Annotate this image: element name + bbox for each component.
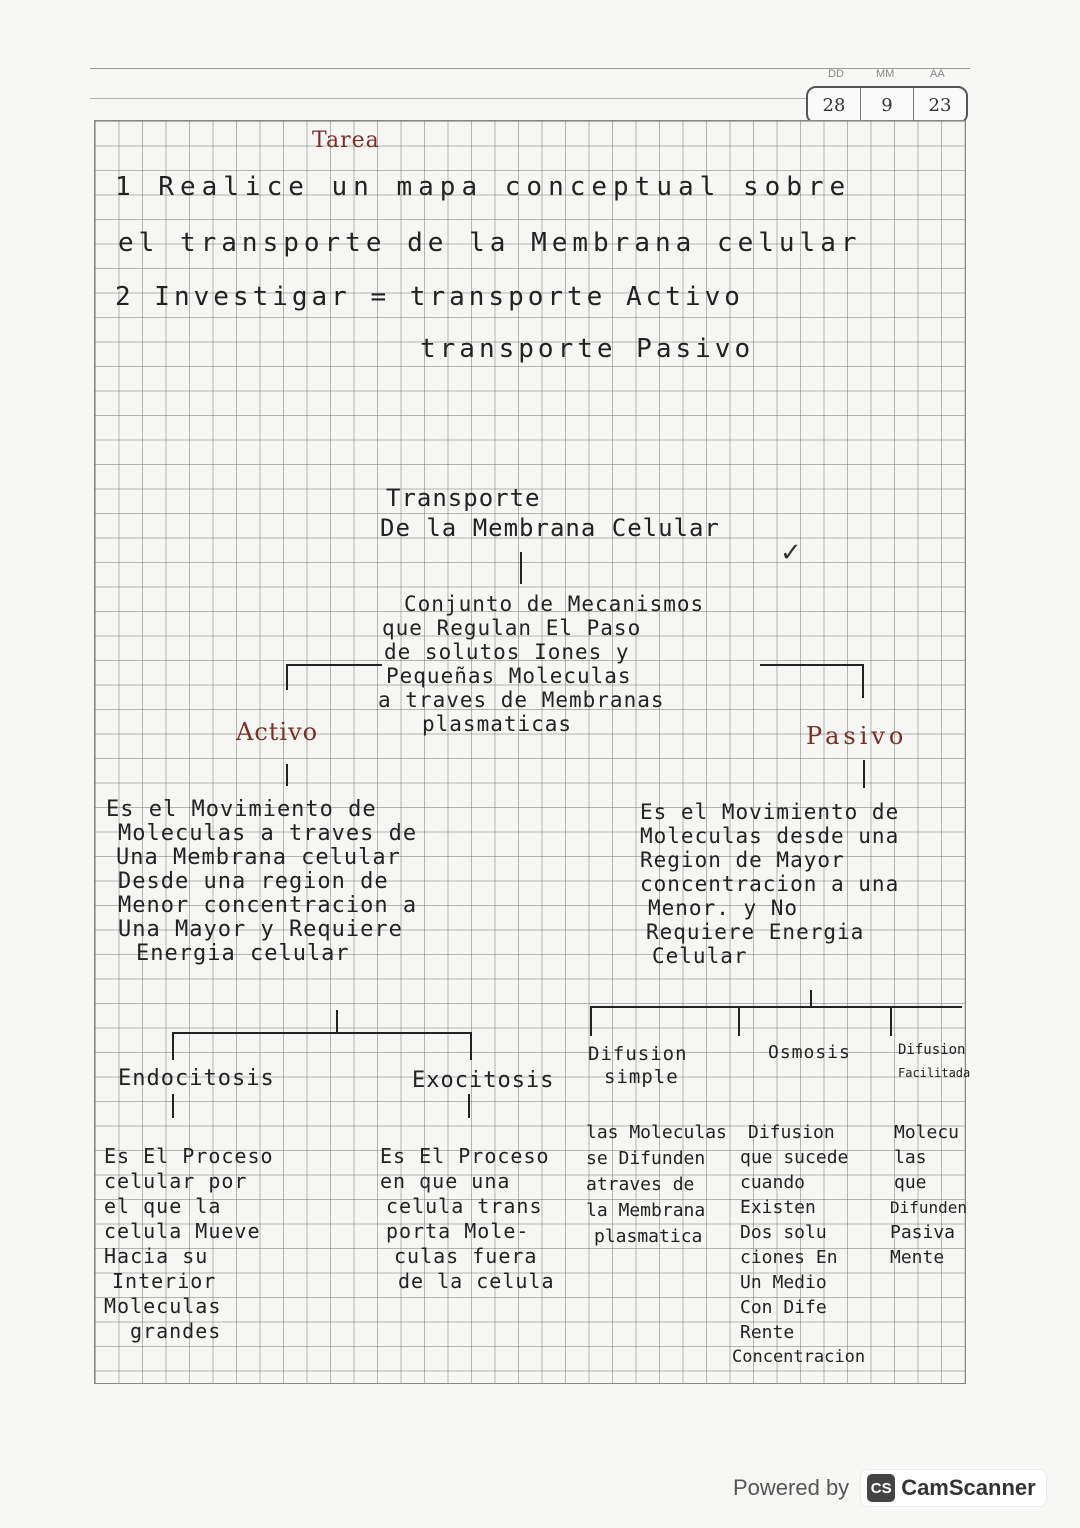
definition-line: Region de Mayor [640,848,845,872]
difusion-facilitada-definition [890,1120,967,1270]
node-difusion-facilitada-line-1: Difusion [898,1042,966,1058]
question-1-line-2: el transporte de la Membrana celular [118,228,862,258]
connector [470,1032,472,1060]
definition-line: ciones En [740,1247,838,1268]
camscanner-badge [861,1470,1046,1506]
definition-line: Conjunto de Mecanismos [404,592,705,616]
definition-line: Dos solu [740,1222,827,1243]
definition-line: Menor concentracion a [118,893,418,918]
definition-line: se Difunden [586,1148,706,1169]
osmosis-definition [732,1120,873,1370]
definition-line: que sucede [740,1147,849,1168]
definition-line: Es El Proceso [104,1144,274,1168]
connector [286,664,382,666]
definition-line: Desde una region de [118,869,389,894]
definition-line: Moleculas [104,1294,222,1318]
definition-line: cuando [740,1172,806,1193]
definition-line: la Membrana [586,1200,706,1221]
definition-line: Difunden [890,1198,968,1217]
connector [590,1006,962,1008]
definition-line: Existen [740,1197,816,1218]
definition-line: Energia celular [136,941,350,966]
connector [862,664,864,698]
definition-line: las [894,1147,927,1168]
definition-line: Con Dife [740,1297,827,1318]
connector [738,1006,740,1036]
date-box [806,86,968,124]
definition-line: plasmatica [594,1226,703,1247]
endocitosis-definition [104,1144,274,1344]
connector [590,1006,592,1036]
definition-line: el que la [104,1194,222,1218]
date-day: 28 [822,94,846,116]
definition-line: en que una [380,1169,511,1193]
node-difusion-simple-line-1: Difusion [588,1043,688,1065]
definition-line: plasmaticas [422,712,573,736]
connector [760,664,864,666]
node-exocitosis: Exocitosis [412,1068,555,1093]
definition-line: celula Mueve [104,1219,261,1243]
definition-line: Pasiva [890,1222,956,1243]
question-1-line-1: 1 Realice un mapa conceptual sobre [115,172,852,202]
date-header-mm: MM [876,68,895,80]
connector [286,764,288,786]
definition-line: grandes [130,1319,222,1343]
activo-definition [106,797,418,966]
definition-line: las Moleculas [586,1122,727,1143]
branch-activo: Activo [236,718,319,746]
node-difusion-simple-line-2: simple [604,1066,679,1088]
node-difusion-facilitada-line-2: Facilitada [898,1066,971,1080]
definition-line: Molecu [894,1122,960,1143]
powered-by-label: Powered by [733,1475,850,1500]
definition-line: Moleculas desde una [640,824,900,848]
connector [172,1032,174,1060]
pasivo-definition [640,800,899,968]
definition-line: porta Mole- [386,1219,530,1243]
definition-line: Requiere Energia [646,920,865,944]
definition-line: Difusion [748,1122,835,1143]
definition-line: que Regulan El Paso [382,616,642,640]
definition-line: de solutos Iones y [384,640,630,664]
definition-line: Celular [652,944,748,968]
camscanner-watermark [733,1470,1046,1506]
definition-line: Hacia su [104,1244,209,1268]
task-title: Tarea [312,128,380,153]
definition-line: que [894,1172,927,1193]
connector [890,1006,892,1036]
definition-block [378,592,778,736]
date-year: 23 [913,88,966,122]
question-2-line-1: 2 Investigar = transporte Activo [115,282,744,312]
difusion-simple-definition [586,1120,727,1250]
node-endocitosis: Endocitosis [118,1066,275,1091]
connector [172,1032,472,1034]
connector [520,552,522,584]
definition-line: a traves de Membranas [378,688,665,712]
definition-line: Interior [112,1269,217,1293]
definition-line: Una Membrana celular [116,845,401,870]
date-month: 9 [860,88,913,122]
definition-line: de la celula [398,1269,555,1293]
definition-line: Pequeñas Moleculas [386,664,632,688]
definition-line: Es El Proceso [380,1144,550,1168]
page-second-rule [90,98,810,99]
definition-line: celula trans [386,1194,543,1218]
definition-line: Menor. y No [648,896,799,920]
branch-pasivo: Pasivo [806,722,908,750]
connector [336,1010,338,1032]
definition-line: Concentracion [732,1347,866,1367]
connector [863,760,865,788]
definition-line: Es el Movimiento de [640,800,900,824]
definition-line: Moleculas a traves de [118,821,418,846]
root-title-line-1: Transporte [386,484,541,512]
camscanner-logo-icon: CS [867,1474,895,1502]
definition-line: Rente [740,1322,795,1343]
node-osmosis: Osmosis [768,1042,851,1063]
date-header-aa: AA [930,68,945,80]
definition-line: Es el Movimiento de [106,797,377,822]
connector [172,1094,174,1118]
definition-line: atraves de [586,1174,695,1195]
definition-line: Un Medio [740,1272,827,1293]
definition-line: culas fuera [394,1244,538,1268]
camscanner-brand: CamScanner [901,1475,1036,1500]
exocitosis-definition [380,1144,555,1294]
check-mark-icon: ✓ [780,538,802,568]
date-header-dd: DD [828,68,844,80]
definition-line: Mente [890,1247,945,1268]
definition-line: celular por [104,1169,248,1193]
connector [286,664,288,690]
definition-line: concentracion a una [640,872,900,896]
root-title-line-2: De la Membrana Celular [380,514,720,542]
question-2-line-2: transporte Pasivo [420,334,755,364]
connector [810,990,812,1006]
connector [468,1094,470,1118]
definition-line: Una Mayor y Requiere [118,917,403,942]
